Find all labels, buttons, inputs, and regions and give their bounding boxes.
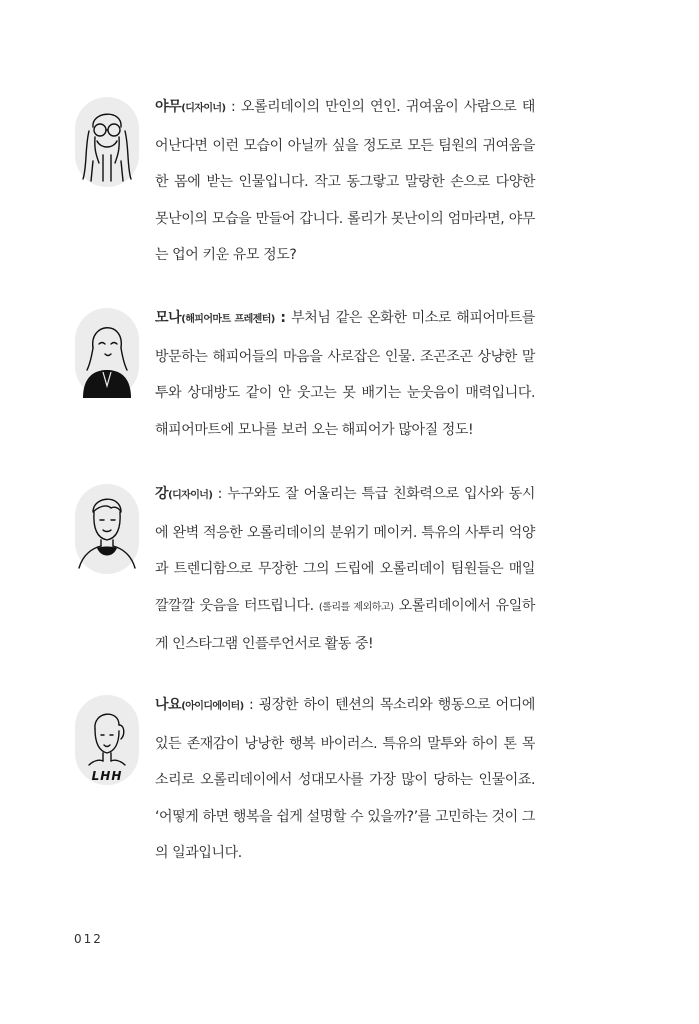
profile-text-yamu <box>155 89 535 274</box>
avatar-nayo-illustration <box>75 695 139 785</box>
profile-name: 강 <box>155 486 169 502</box>
profile-role: (해피어마트 프레젠터) <box>181 314 275 325</box>
profile-text-kang <box>155 476 535 663</box>
profile-text-nayo <box>155 687 535 872</box>
profile-description: 오롤리데이의 만인의 연인. 귀여움이 사람으로 태어난다면 이런 모습이 아닐까 싶을 정도로 모든 팀원의 귀여움을 한 몸에 받는 인물입니다. 작고 동그랗고 말랑한 손으로 다양한 못난이의 모습을 만들어 갑니다. 롤리가 못난이의 엄마라면, 야무는 업어 키운 유모 정도? <box>155 99 536 263</box>
profile-name: 모나 <box>155 310 182 326</box>
profile-role: (디자이너) <box>181 103 226 114</box>
avatar-yamu-illustration <box>75 97 139 187</box>
avatar-kang-illustration <box>75 484 139 574</box>
profile-description: 부처님 같은 온화한 미소로 해피어마트를 방문하는 해피어들의 마음을 사로잡은 인물. 조곤조곤 상냥한 말투와 상대방도 같이 안 웃고는 못 배기는 눈웃음이 매력입니다. 해피어마트에 모나를 보러 오는 해피어가 많아질 정도! <box>155 310 535 438</box>
glasses-person-icon <box>75 97 139 187</box>
profile-separator: : <box>274 310 292 326</box>
page-number: 012 <box>74 932 103 946</box>
profile-text-mona <box>155 300 535 448</box>
short-hair-person-icon <box>75 484 139 574</box>
profile-name: 야무 <box>155 99 182 115</box>
profile-description: 누구와도 잘 어울리는 특급 친화력으로 입사와 동시에 완벽 적응한 오롤리데이의 분위기 메이커. 특유의 사투리 억양과 트렌디함으로 무장한 그의 드립에 오롤리데이 팀원들은 매일 깔깔깔 웃음을 터뜨립니다. <box>155 486 536 614</box>
long-hair-person-icon <box>75 308 139 398</box>
profile-name: 나요 <box>155 697 182 713</box>
avatar-mona-illustration <box>75 308 139 398</box>
profile-role: (아이디에이터) <box>181 701 244 712</box>
avatar-caption: LHH <box>91 769 123 783</box>
profile-separator: : <box>225 99 241 115</box>
profile-separator: : <box>243 697 259 713</box>
profile-role: (디자이너) <box>168 490 213 501</box>
profile-separator: : <box>212 486 228 502</box>
profile-description: 굉장한 하이 텐션의 목소리와 행동으로 어디에 있든 존재감이 낭낭한 행복 바이러스. 특유의 말투와 하이 톤 목소리로 오롤리데이에서 성대모사를 가장 많이 당하는 인물이죠. ‘어떻게 하면 행복을 쉽게 설명할 수 있을까?’를 고민하는 것이 그의 일과입니다. <box>155 697 535 861</box>
profile-note: (롤리를 제외하고) <box>318 601 394 613</box>
profile-description-continued: 오롤리데이에서 유일하게 인스타그램 인플루언서로 활동 중! <box>155 597 535 652</box>
